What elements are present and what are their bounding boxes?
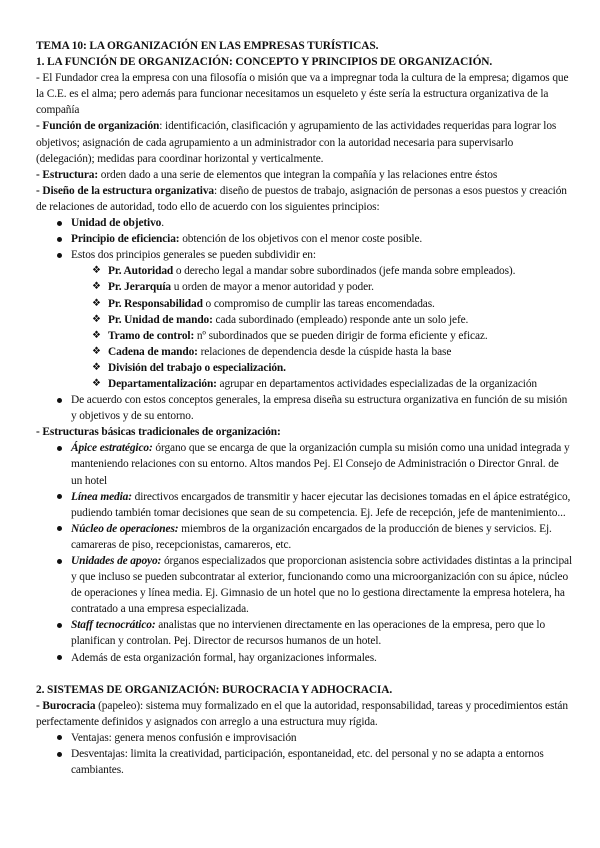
estructura-item-text: miembros de la organización encargados de la producción de bienes y servicios. Ej. camareras de piso, recepcionistas, camareros, etc. [71,522,552,551]
closing-item: De acuerdo con estos conceptos generales, la empresa diseña su estructura organizativa en función de su misión y objetivos y de su entorno. [36,392,572,424]
principle-text: Estos dos principios generales se pueden subdividir en: [71,249,316,262]
estructura-item-text: analistas que no intervienen directamente en las operaciones de la empresa, pero que lo planifican y controlan. Pej. Director de recursos humanos de un hotel. [71,619,546,648]
subprinciple-item [36,344,572,360]
subprinciple-text: nº subordinados que se pueden dirigir de forma eficiente y eficaz. [194,329,488,342]
subprinciple-item [36,376,572,392]
section-spacer [36,666,572,682]
estructura-item-term: Unidades de apoyo: [71,555,162,567]
estructura-item [36,489,572,521]
principle-term: Principio de eficiencia: [71,233,180,246]
principle-term: Unidad de objetivo [71,217,162,230]
funcion-organizacion-term: - Función de organización [36,120,160,133]
estructura-item [36,440,572,488]
subprinciple-item [36,328,572,344]
diamond-bullet-icon: ❖ [92,313,101,325]
subprinciple-term: Pr. Unidad de mando: [108,313,213,326]
diamond-bullet-icon: ❖ [92,281,101,293]
diseno-text: : diseño de puestos de trabajo, asignación de personas a esos puestos y creación de relaciones de autoridad, todo ello de acuerdo con los siguientes principios: [36,184,567,213]
diamond-bullet-icon: ❖ [92,361,101,373]
subprinciple-text: o derecho legal a mandar sobre subordinados (jefe manda sobre empleados). [173,265,516,278]
principle-item [36,247,572,263]
subprinciple-text: relaciones de dependencia desde la cúspide hasta la base [197,345,452,358]
subprinciple-term: Tramo de control: [108,329,195,342]
diamond-bullet-icon: ❖ [92,345,101,357]
subprinciple-item [36,279,572,295]
subprinciple-text: o compromiso de cumplir las tareas encomendadas. [202,297,435,310]
burocracia-text: (papeleo): sistema muy formalizado en el que la autoridad, responsabilidad, tareas y procedimientos están perfectamente definidos y asignados con arreglo a una estructura muy rígida. [36,699,568,728]
subprinciple-text: agrupar en departamentos actividades especializadas de la organización [216,377,538,390]
diamond-bullet-icon: ❖ [92,377,101,389]
subprinciple-item [36,263,572,279]
subprinciple-item [36,360,572,376]
principle-text: . [161,217,164,230]
burocracia-item: Ventajas: genera menos confusión e improvisación [36,730,572,746]
estructura-item-term: Ápice estratégico: [71,442,153,455]
principle-item [36,215,572,231]
estructura-item [36,617,572,649]
burocracia-term: - Burocracia [36,699,96,712]
diseno-paragraph [36,183,572,215]
estructura-item-text: órganos especializados que proporcionan asistencia sobre actividades distintas a la principal y que incluso se pueden subcontratar al exterior, funcionando como una microorganización con su ápice, núcleo de operaciones y línea media. Ej. Gimnasio de un hotel que no lo gestiona directamente la empresa hotelera, ha contratado a una empresa especializada. [71,555,572,616]
section-2-heading: 2. SISTEMAS DE ORGANIZACIÓN: BUROCRACIA Y ADHOCRACIA. [36,683,393,696]
estructura-item-term: Núcleo de operaciones: [71,522,179,535]
intro-paragraph: - El Fundador crea la empresa con una filosofía o misión que va a impregnar toda la cultura de la empresa; digamos que la C.E. es el alma; pero además para funcionar necesitamos un esqueleto y éste sería la estructura organizativa de la compañía [36,72,569,117]
document-title: TEMA 10: LA ORGANIZACIÓN EN LAS EMPRESAS TURÍSTICAS. [36,40,379,52]
estructura-term: - Estructura: [36,168,99,181]
subprinciple-term: Pr. Jerarquía [108,281,171,294]
subprinciple-text: u orden de mayor a menor autoridad y poder. [170,281,374,294]
document-page [36,38,572,778]
estructura-item [36,521,572,553]
diseno-term: - Diseño de la estructura organizativa [36,184,214,197]
subprinciple-text: cada subordinado (empleado) responde ante un solo jefe. [212,313,469,326]
estructura-item-text: directivos encargados de transmitir y hacer ejecutar las decisiones tomadas en el ápice estratégico, pudiendo también tomar decisiones que sean de su competencia. Ej. Jefe de recepción, jefe de mantenimiento... [71,490,571,519]
estructura-item-text: Además de esta organización formal, hay organizaciones informales. [71,651,377,664]
estructura-paragraph [36,167,572,183]
estructura-item [36,553,572,617]
burocracia-paragraph [36,698,572,730]
principle-item [36,231,572,247]
subprinciple-term: Departamentalización: [108,377,217,390]
funcion-organizacion-text: : identificación, clasificación y agrupamiento de las actividades requeridas para lograr los objetivos; asignación de cada agrupamiento a un administrador con la autoridad necesaria para supervisarlo (delegación); medidas para coordinar horizontal y verticalmente. [36,120,557,165]
estructuras-heading: - Estructuras básicas tradicionales de organización: [36,426,281,439]
diamond-bullet-icon: ❖ [92,265,101,277]
estructura-item [36,650,572,666]
subprinciple-term: Pr. Autoridad [108,265,174,278]
diamond-bullet-icon: ❖ [92,329,101,341]
burocracia-item: Desventajas: limita la creatividad, participación, espontaneidad, etc. del personal y no se adapta a entornos cambiantes. [36,746,572,778]
subprinciple-term: Pr. Responsabilidad [108,297,203,310]
diamond-bullet-icon: ❖ [92,297,101,309]
estructura-text: orden dado a una serie de elementos que integran la compañía y las relaciones entre éstos [98,168,498,181]
subprinciple-item [36,312,572,328]
principle-text: obtención de los objetivos con el menor coste posible. [179,233,423,246]
subprinciple-item [36,296,572,312]
subprinciple-term: División del trabajo o especialización. [108,361,286,374]
estructura-item-term: Staff tecnocrático: [71,619,156,632]
estructura-item-text: órgano que se encarga de que la organización cumpla su misión como una unidad integrada y manteniendo relaciones con su entorno. Altos mandos Pej. El Consejo de Administración o Director Gnral. de un hotel [71,442,570,487]
funcion-organizacion-paragraph [36,118,572,166]
section-1-heading: 1. LA FUNCIÓN DE ORGANIZACIÓN: CONCEPTO Y PRINCIPIOS DE ORGANIZACIÓN. [36,56,493,69]
subprinciple-term: Cadena de mando: [108,345,198,358]
estructura-item-term: Línea media: [71,490,132,503]
